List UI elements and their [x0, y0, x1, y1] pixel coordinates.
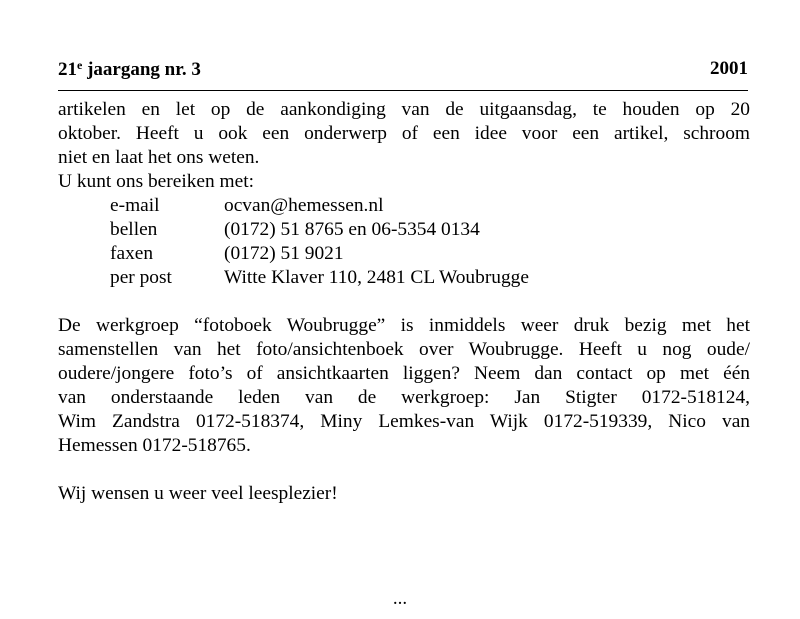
paragraph-gap: [58, 290, 750, 314]
werkgroep-line: oudere/jongere foto’s of ansichtkaarten liggen? Neem dan contact op met één: [58, 363, 750, 384]
werkgroep-line: samenstellen van het foto/ansichtenboek over Woubrugge. Heeft u nog oude/: [58, 339, 750, 360]
contact-value: (0172) 51 8765 en 06-5354 0134: [224, 219, 480, 240]
contact-label: bellen: [110, 219, 158, 240]
contact-row: [110, 194, 750, 218]
contact-value: (0172) 51 9021: [224, 243, 344, 264]
intro-line: niet en laat het ons weten.: [58, 147, 260, 168]
contact-row: [110, 242, 750, 266]
intro-line: oktober. Heeft u ook een onderwerp of een idee voor een artikel, schroom: [58, 123, 750, 144]
contact-label: e-mail: [110, 195, 160, 216]
continuation-ellipsis: ...: [392, 588, 408, 609]
page-header: [58, 58, 748, 84]
contact-value: Witte Klaver 110, 2481 CL Woubrugge: [224, 267, 529, 288]
body-text: [58, 98, 750, 506]
contact-value: ocvan@hemessen.nl: [224, 195, 384, 216]
intro-line: U kunt ons bereiken met:: [58, 171, 255, 192]
header-rule: [58, 90, 748, 91]
werkgroep-line: De werkgroep “fotoboek Woubrugge” is inmiddels weer druk bezig met het: [58, 315, 750, 336]
year-label: 2001: [710, 58, 748, 79]
contact-label: per post: [110, 267, 172, 288]
werkgroep-line: Hemessen 0172-518765.: [58, 435, 251, 456]
closing-line: Wij wensen u weer veel leesplezier!: [58, 483, 338, 504]
intro-line: artikelen en let op de aankondiging van de uitgaansdag, te houden op 20: [58, 99, 750, 120]
contact-row: [110, 218, 750, 242]
werkgroep-line: van onderstaande leden van de werkgroep: Jan Stigter 0172-518124,: [58, 387, 750, 408]
edition-label: 21e jaargang nr. 3: [58, 58, 201, 80]
contact-row: [110, 266, 750, 290]
paragraph-gap: [58, 458, 750, 482]
contact-list: [110, 194, 750, 290]
contact-label: faxen: [110, 243, 154, 264]
werkgroep-line: Wim Zandstra 0172-518374, Miny Lemkes-van Wijk 0172-519339, Nico van: [58, 411, 750, 432]
